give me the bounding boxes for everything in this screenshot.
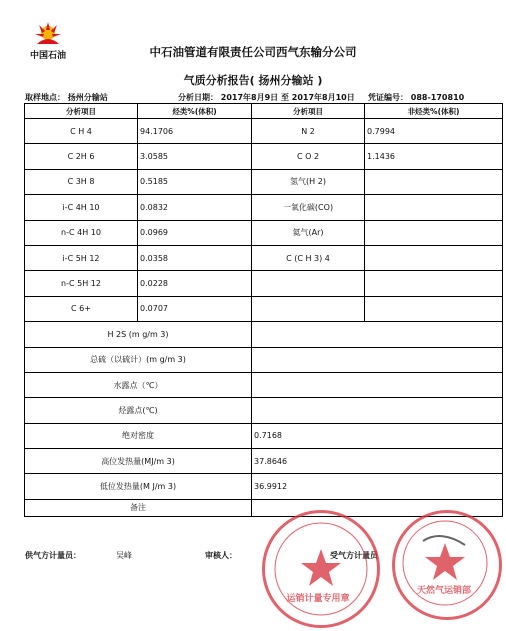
table-header-row <box>25 104 503 119</box>
component-value: 0.0832 <box>138 195 252 220</box>
component-value: 3.0585 <box>138 144 252 169</box>
component-value <box>365 169 503 194</box>
transport-seal-stamp <box>392 510 502 620</box>
property-row <box>25 322 503 347</box>
reviewer-label: 审核人： <box>205 551 237 560</box>
report-title: 气质分析报告( 扬州分输站 ) <box>183 74 323 87</box>
component-value: 0.5185 <box>138 169 252 194</box>
component-name: C H 4 <box>25 119 138 144</box>
supplier-name: 吴峰 <box>116 551 132 560</box>
property-value <box>252 398 503 423</box>
component-value: 0.7994 <box>365 119 503 144</box>
seal-star-icon <box>265 513 377 625</box>
header-hydrocarbon: 烃类%(体积) <box>138 104 252 119</box>
company-name: 中石油管道有限责任公司西气东输分公司 <box>149 45 357 59</box>
property-name: 水露点（℃） <box>25 372 252 397</box>
logo-text: 中国石油 <box>29 51 66 61</box>
property-name: 烃露点(℃) <box>25 398 252 423</box>
component-name: C 6+ <box>25 296 138 321</box>
property-value <box>252 347 503 372</box>
property-value <box>252 372 503 397</box>
component-value: 94.1706 <box>138 119 252 144</box>
property-row <box>25 449 503 474</box>
certificate-number: 凭证编号： 088-170810 <box>368 93 465 102</box>
component-value <box>365 220 503 245</box>
component-name: n-C 4H 10 <box>25 220 138 245</box>
component-value: 0.0228 <box>138 271 252 296</box>
table-row <box>25 195 503 220</box>
seal-star-icon <box>395 513 499 617</box>
stamp2-text: 天然气运销部 <box>416 586 471 596</box>
property-name: H 2S (m g/m 3) <box>25 322 252 347</box>
property-value: 0.7168 <box>252 423 503 448</box>
header-item: 分析项目 <box>25 104 138 119</box>
component-name: 氢气(H 2) <box>252 169 365 194</box>
table-row <box>25 169 503 194</box>
sampling-location: 取样地点： 扬州分输站 <box>25 93 108 102</box>
component-value <box>365 245 503 270</box>
receiver-label: 受气方计量员 <box>330 551 378 560</box>
component-name: n-C 5H 12 <box>25 271 138 296</box>
table-row <box>25 245 503 270</box>
table-row <box>25 271 503 296</box>
property-row <box>25 347 503 372</box>
component-value: 0.0707 <box>138 296 252 321</box>
component-name <box>252 271 365 296</box>
component-name: C 2H 6 <box>25 144 138 169</box>
header-item: 分析项目 <box>252 104 365 119</box>
component-name: 一氧化碳(CO) <box>252 195 365 220</box>
metering-seal-stamp <box>262 510 380 628</box>
component-value <box>365 271 503 296</box>
property-row <box>25 372 503 397</box>
property-value: 37.8646 <box>252 449 503 474</box>
note-label: 备注 <box>25 499 252 516</box>
component-name: i-C 4H 10 <box>25 195 138 220</box>
property-name: 低位发热量(M J/m 3) <box>25 474 252 499</box>
property-name: 总硫（以硫计）(m g/m 3) <box>25 347 252 372</box>
supplier-label: 供气方计量员： <box>25 551 81 560</box>
analysis-date: 分析日期： 2017年8月9日 至 2017年8月10日 <box>178 93 355 102</box>
property-value: 36.9912 <box>252 474 503 499</box>
gas-analysis-table <box>24 103 503 517</box>
component-value <box>365 296 503 321</box>
table-row <box>25 220 503 245</box>
property-row <box>25 474 503 499</box>
component-name: C (C H 3) 4 <box>252 245 365 270</box>
component-name: 氦气(Ar) <box>252 220 365 245</box>
component-value: 0.0969 <box>138 220 252 245</box>
component-value: 1.1436 <box>365 144 503 169</box>
petrochina-logo-icon <box>33 20 63 46</box>
table-row <box>25 296 503 321</box>
component-name: C O 2 <box>252 144 365 169</box>
component-name <box>252 296 365 321</box>
table-row <box>25 119 503 144</box>
component-value <box>365 195 503 220</box>
component-name: C 3H 8 <box>25 169 138 194</box>
component-name: N 2 <box>252 119 365 144</box>
component-value: 0.0358 <box>138 245 252 270</box>
stamp1-text: 运销计量专用章 <box>286 594 350 604</box>
property-name: 绝对密度 <box>25 423 252 448</box>
property-row <box>25 398 503 423</box>
header-non-hydrocarbon: 非烃类%(体积) <box>365 104 503 119</box>
property-row <box>25 423 503 448</box>
property-value <box>252 322 503 347</box>
component-name: i-C 5H 12 <box>25 245 138 270</box>
property-name: 高位发热量(MJ/m 3) <box>25 449 252 474</box>
table-row <box>25 144 503 169</box>
